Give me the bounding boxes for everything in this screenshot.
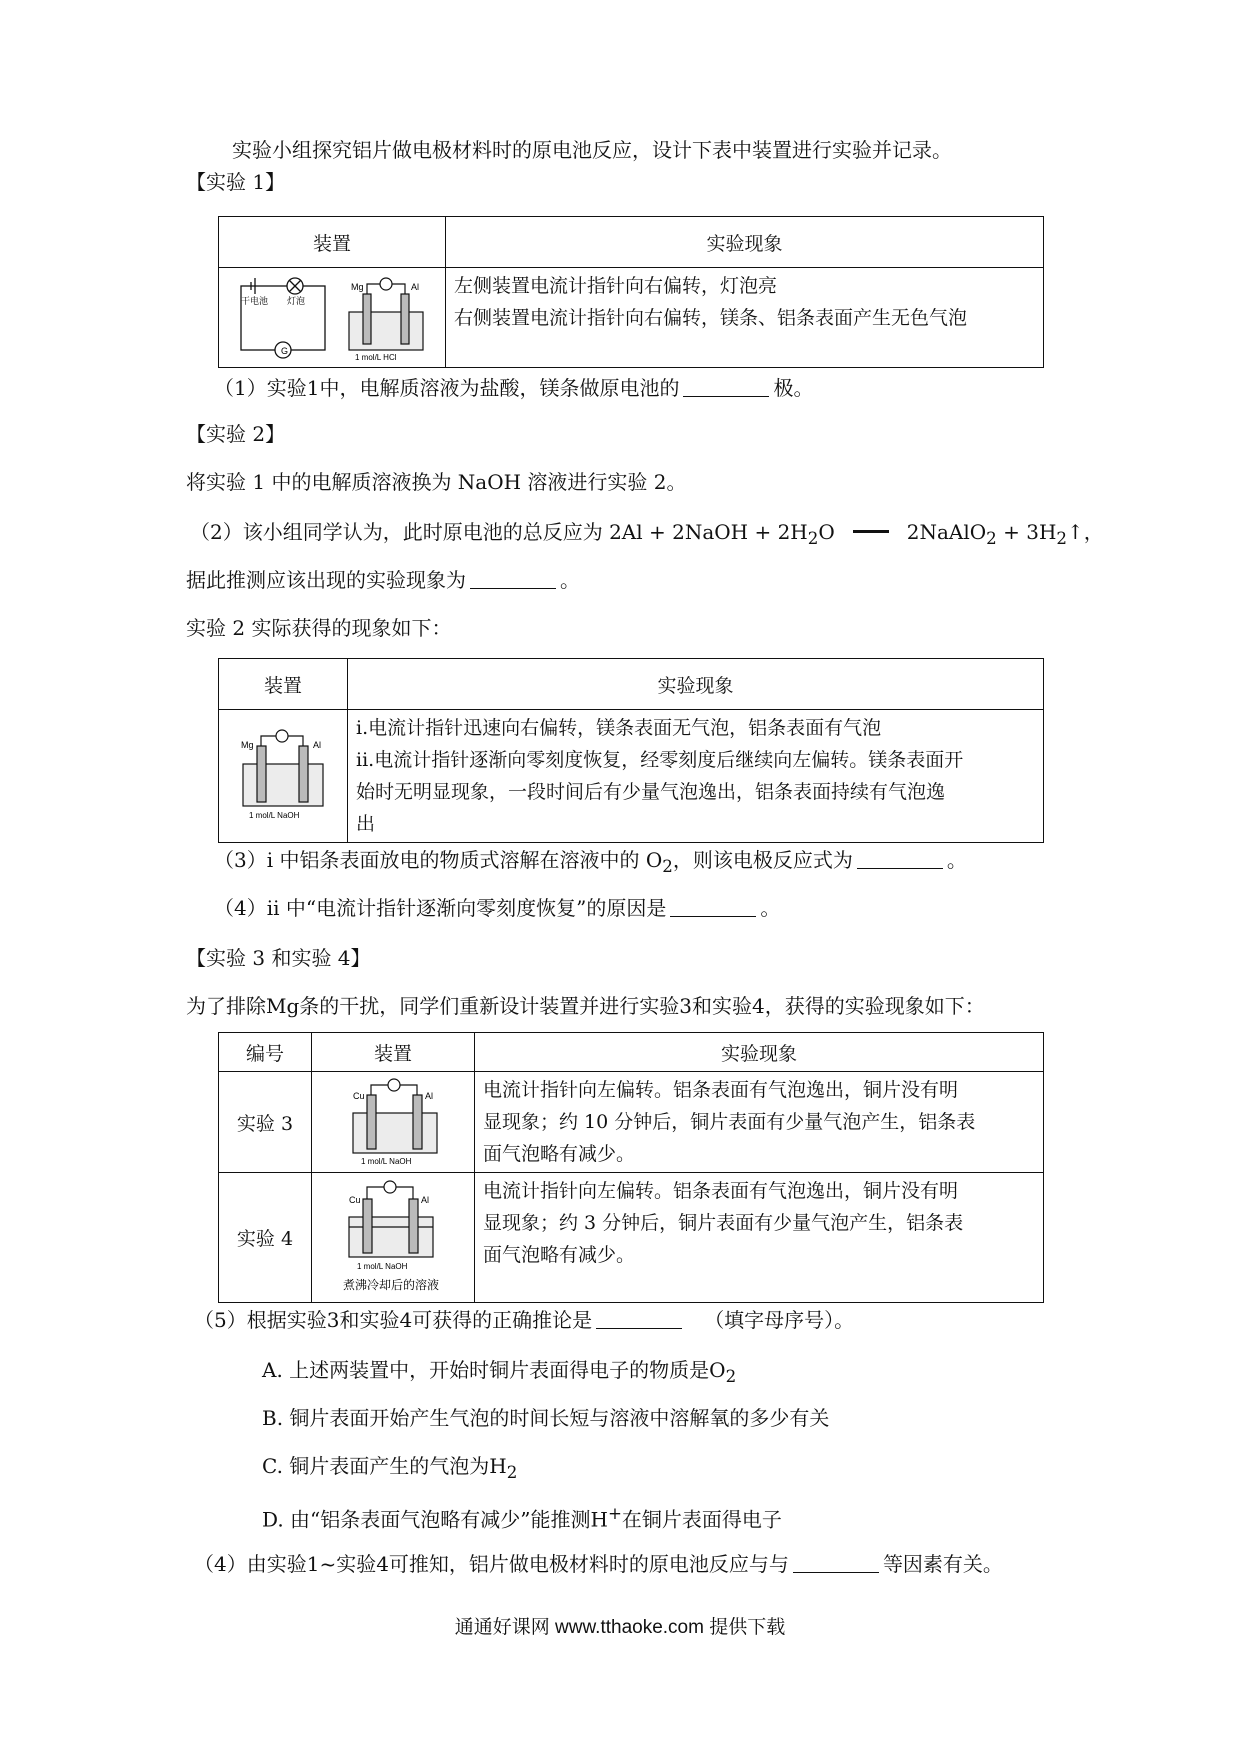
exp4-cu-label: Cu	[349, 1195, 361, 1205]
exp2-observations	[348, 710, 1044, 843]
exp3-device-cell	[312, 1072, 475, 1173]
hcl-label: 1 mol/L HCl	[355, 353, 397, 362]
exp3-obs-1: 电流计指针向左偏转。铝条表面有气泡逸出，铜片没有明	[483, 1079, 959, 1101]
q5-option-c-sub: 2	[506, 1463, 518, 1482]
exp4-observations	[475, 1173, 1044, 1303]
q5-option-c-text: C. 铜片表面产生的气泡为H	[262, 1454, 507, 1478]
exp2-beaker	[243, 730, 323, 806]
q4b-text: （4）由实验1~实验4可推知，铝片做电极材料时的原电池反应与与	[194, 1552, 789, 1576]
exp3-row	[219, 1072, 1044, 1173]
exp3-obs-2: 显现象；约 10 分钟后，铜片表面有少量气泡产生，铝条表	[483, 1111, 976, 1133]
exp4-obs-3: 面气泡略有减少。	[483, 1244, 636, 1266]
q1-text: （1）实验1中，电解质溶液为盐酸，镁条做原电池的	[214, 376, 680, 400]
q5-text-end: （填字母序号）。	[704, 1308, 855, 1332]
q2-line2-end: 。	[560, 568, 580, 592]
q4a-text-end: 。	[760, 896, 781, 920]
q3-text-end: 。	[946, 848, 967, 872]
q2-answer-blank[interactable]	[470, 568, 556, 589]
question-4b	[194, 1550, 1003, 1578]
q3-sub: 2	[662, 857, 673, 876]
q5-option-d-sup: +	[607, 1504, 622, 1523]
exp4-apparatus-figure	[323, 1173, 463, 1297]
q5-option-a-text: A. 上述两装置中，开始时铜片表面得电子的物质是O	[262, 1358, 726, 1382]
q5-option-a	[262, 1356, 736, 1391]
exp4-device-cell	[312, 1173, 475, 1303]
exp2-obs-i: i.电流计指针迅速向右偏转，镁条表面无气泡，铝条表面有气泡	[356, 717, 882, 739]
q5-option-b: B. 铜片表面开始产生气泡的时间长短与溶液中溶解氧的多少有关	[262, 1406, 830, 1430]
q4b-answer-blank[interactable]	[793, 1552, 879, 1573]
exp4-obs-2: 显现象；约 3 分钟后，铜片表面有少量气泡产生，铝条表	[483, 1212, 964, 1234]
exp1-obs-line2: 右侧装置电流计指针向右偏转，镁条、铝条表面产生无色气泡	[454, 307, 968, 329]
battery-label: 干电池	[241, 296, 269, 306]
exp4-al-label: Al	[421, 1195, 430, 1205]
q5-option-a-sub: 2	[725, 1367, 737, 1386]
exp2-intro: 将实验 1 中的电解质溶液换为 NaOH 溶液进行实验 2。	[186, 470, 687, 494]
q1-text-end: 极。	[773, 376, 814, 400]
q5-option-c	[262, 1452, 517, 1487]
exp2-table	[218, 658, 1044, 843]
exp2-mg-label: Mg	[241, 739, 254, 750]
question-5	[194, 1306, 854, 1334]
exp2-heading: 【实验 2】	[186, 422, 286, 446]
equation-bar	[853, 530, 889, 533]
question-1	[214, 374, 813, 402]
q2-end: ↑，	[1067, 520, 1104, 544]
exp2-col-device: 装置	[219, 659, 348, 710]
exp1-device-cell	[219, 268, 446, 368]
exp2-naoh-label: 1 mol/L NaOH	[249, 810, 300, 820]
q2-product2: + 3H	[996, 520, 1057, 544]
exp4-row	[219, 1173, 1044, 1303]
exp3-observations	[475, 1072, 1044, 1173]
exp3-name: 实验 3	[219, 1072, 312, 1173]
exp2-col-phenomenon: 实验现象	[348, 659, 1044, 710]
exp1-table	[218, 216, 1044, 368]
exp34-heading: 【实验 3 和实验 4】	[186, 946, 371, 970]
q3-text: （3）i 中铝条表面放电的物质式溶解在溶液中的 O	[214, 848, 663, 872]
q3-text-mid: ，则该电极反应式为	[672, 848, 853, 872]
exp2-obs-ii-3: 出	[356, 813, 376, 835]
q2-line2-text: 据此推测应该出现的实验现象为	[186, 568, 466, 592]
galvanometer-label: G	[281, 346, 289, 356]
exp3-naoh-label: 1 mol/L NaOH	[361, 1156, 412, 1166]
exp34-intro: 为了排除Mg条的干扰，同学们重新设计装置并进行实验3和实验4，获得的实验现象如下：	[186, 994, 985, 1018]
q5-option-d-end: 在铜片表面得电子	[621, 1507, 782, 1532]
exp4-note-label: 煮沸冷却后的溶液	[343, 1278, 440, 1292]
exp2-al-label: Al	[313, 739, 322, 750]
q4a-text: （4）ii 中“电流计指针逐渐向零刻度恢复”的原因是	[214, 896, 667, 920]
exp1-heading: 【实验 1】	[186, 170, 286, 194]
exp3-apparatus-figure	[323, 1073, 463, 1167]
exp1-col-device: 装置	[219, 217, 446, 268]
q3-answer-blank[interactable]	[857, 848, 943, 869]
q4b-text-end: 等因素有关。	[882, 1552, 1003, 1576]
exp2-obs-ii-2: 始时无明显现象，一段时间后有少量气泡逸出，铝条表面持续有气泡逸	[356, 781, 946, 803]
question-4a	[214, 894, 780, 922]
exp1-apparatus-figure	[229, 268, 435, 362]
question-2-line2	[186, 566, 580, 594]
q2-sub3: 2	[1056, 529, 1068, 548]
exp4-naoh-label: 1 mol/L NaOH	[357, 1262, 408, 1271]
exp34-table	[218, 1032, 1044, 1303]
exp2-obs-ii-1: ii.电流计指针逐渐向零刻度恢复，经零刻度后继续向左偏转。镁条表面开	[356, 749, 964, 771]
exp2-actual-intro: 实验 2 实际获得的现象如下：	[186, 616, 452, 640]
q2-sub2: 2	[986, 529, 997, 548]
bulb-label: 灯泡	[287, 296, 306, 306]
q4a-answer-blank[interactable]	[670, 896, 756, 917]
exp34-col-no: 编号	[219, 1033, 312, 1072]
mg-label: Mg	[351, 282, 364, 292]
q5-option-d-text: D. 由“铝条表面气泡略有减少”能推测H	[262, 1507, 608, 1532]
intro-text: 实验小组探究铝片做电极材料时的原电池反应，设计下表中装置进行实验并记录。	[232, 138, 952, 162]
q2-text-o: O	[818, 520, 835, 544]
exp2-device-cell	[219, 710, 348, 843]
footer-credit: 通通好课网 www.tthaoke.com 提供下载	[454, 1617, 786, 1638]
q5-text: （5）根据实验3和实验4可获得的正确推论是	[194, 1308, 593, 1332]
q2-text: （2）该小组同学认为，此时原电池的总反应为 2Al + 2NaOH + 2H	[190, 520, 808, 544]
exp3-cu-label: Cu	[353, 1090, 365, 1101]
q5-option-d	[262, 1500, 782, 1534]
exp1-obs-line1: 左侧装置电流计指针向右偏转，灯泡亮	[454, 275, 778, 297]
q2-sub: 2	[807, 529, 819, 548]
q2-product1: 2NaAlO	[906, 520, 987, 544]
exp34-col-device: 装置	[312, 1033, 475, 1072]
exp1-observations	[446, 268, 1044, 368]
q5-answer-blank[interactable]	[596, 1308, 682, 1329]
exp4-name: 实验 4	[219, 1173, 312, 1303]
exp2-apparatus-figure	[227, 724, 339, 824]
exp3-al-label: Al	[425, 1090, 434, 1101]
question-3	[214, 846, 967, 881]
exp1-col-phenomenon: 实验现象	[446, 217, 1044, 268]
exp4-beaker	[349, 1181, 433, 1257]
question-2-line1	[190, 518, 1104, 553]
exp3-obs-3: 面气泡略有减少。	[483, 1143, 636, 1165]
al-label: Al	[411, 282, 420, 292]
exp4-obs-1: 电流计指针向左偏转。铝条表面有气泡逸出，铜片没有明	[483, 1180, 959, 1202]
q1-answer-blank[interactable]	[683, 376, 769, 397]
exp34-col-phenomenon: 实验现象	[475, 1033, 1044, 1072]
